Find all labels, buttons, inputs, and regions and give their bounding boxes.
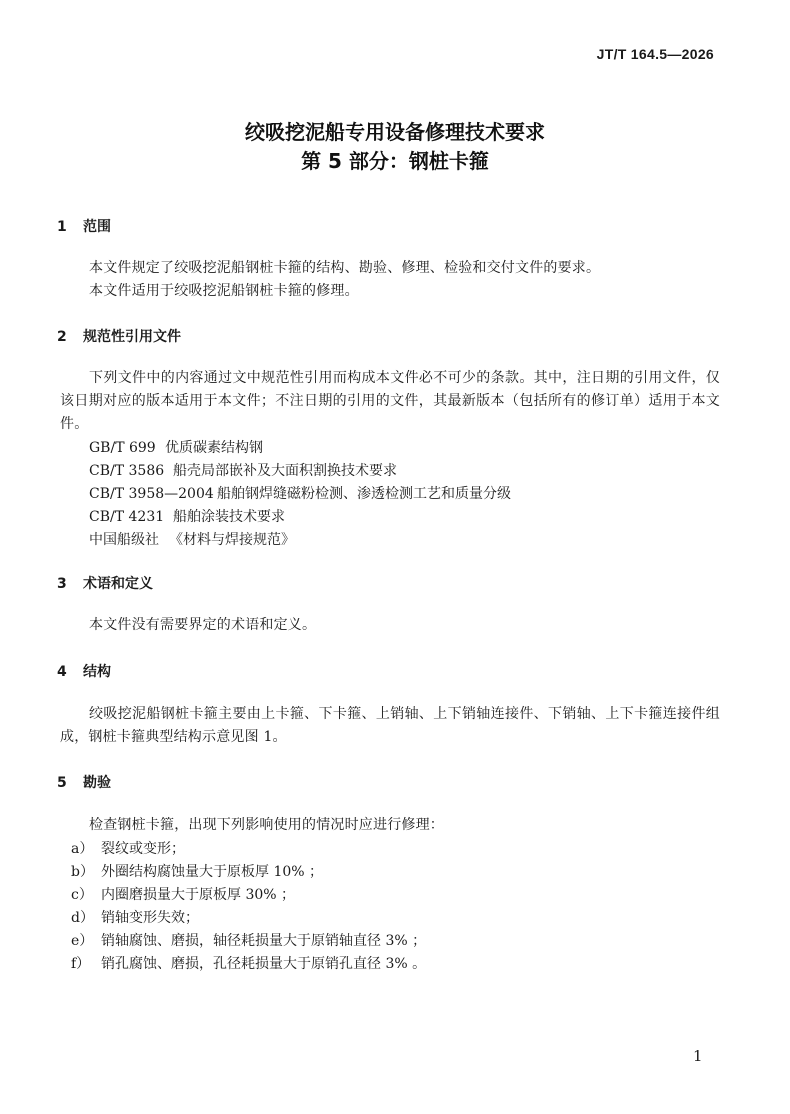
section-number: 1 (57, 219, 67, 235)
reference-title: 船舶涂装技术要求 (173, 509, 285, 525)
section-number: 5 (57, 775, 67, 791)
reference-item (89, 460, 397, 480)
section-title: 规范性引用文件 (83, 329, 181, 345)
reference-item (89, 437, 263, 457)
list-item (71, 884, 295, 904)
list-item (71, 838, 185, 858)
reference-title: 《材料与焊接规范》 (169, 532, 295, 548)
page-number: 1 (693, 1047, 703, 1065)
reference-code: GB/T 699 (89, 440, 156, 456)
section-number: 4 (57, 664, 67, 680)
section-heading-1 (57, 216, 111, 236)
list-item-marker: e） (71, 933, 94, 949)
reference-title: 优质碳素结构钢 (165, 440, 263, 456)
list-item-text: 裂纹或变形； (101, 841, 185, 857)
list-item-marker: f） (71, 956, 91, 972)
paragraph: 本文件适用于绞吸挖泥船钢桩卡箍的修理。 (89, 283, 359, 299)
section-heading-3 (57, 573, 153, 593)
list-item-text: 内圈磨损量大于原板厚 30% ； (101, 887, 296, 903)
section-title: 范围 (83, 219, 111, 235)
reference-code: 中国船级社 (89, 532, 159, 548)
paragraph: 本文件没有需要界定的术语和定义。 (89, 617, 317, 633)
list-item (71, 930, 426, 950)
section-heading-2 (57, 326, 181, 346)
reference-item (89, 529, 295, 549)
paragraph: 本文件规定了绞吸挖泥船钢桩卡箍的结构、勘验、修理、检验和交付文件的要求。 (89, 260, 601, 276)
section-title: 结构 (83, 664, 111, 680)
list-item (71, 861, 323, 881)
section-number: 2 (57, 329, 67, 345)
section-title: 术语和定义 (83, 576, 153, 592)
list-item-text: 销轴腐蚀、磨损，轴径耗损量大于原销轴直径 3% ； (101, 933, 427, 949)
list-item-text: 销孔腐蚀、磨损，孔径耗损量大于原销孔直径 3% 。 (101, 956, 427, 972)
section-heading-4 (57, 661, 111, 681)
list-item-marker: a） (71, 841, 94, 857)
standard-number: JT/T 164.5—2026 (596, 46, 714, 62)
reference-code: CB/T 4231 (89, 509, 165, 525)
section-heading-5 (57, 772, 111, 792)
document-title: 绞吸挖泥船专用设备修理技术要求 (245, 120, 545, 144)
reference-item (89, 483, 511, 503)
list-item-text: 销轴变形失效； (101, 910, 199, 926)
list-item-text: 外圈结构腐蚀量大于原板厚 10% ； (101, 864, 324, 880)
section-number: 3 (57, 576, 67, 592)
reference-code: CB/T 3586 (89, 463, 165, 479)
list-item (71, 907, 199, 927)
reference-title: 船舶钢焊缝磁粉检测、渗透检测工艺和质量分级 (217, 486, 511, 502)
reference-title: 船壳局部嵌补及大面积割换技术要求 (173, 463, 397, 479)
paragraph: 检查钢桩卡箍，出现下列影响使用的情况时应进行修理： (89, 817, 444, 833)
reference-item (89, 506, 285, 526)
reference-code: CB/T 3958—2004 (89, 486, 214, 502)
list-item-marker: b） (71, 864, 94, 880)
paragraph: 绞吸挖泥船钢桩卡箍主要由上卡箍、下卡箍、上销轴、上下销轴连接件、下销轴、上下卡箍连接件组成，钢桩卡箍典型结构示意见图 1。 (60, 706, 720, 745)
list-item-marker: c） (71, 887, 93, 903)
paragraph: 下列文件中的内容通过文中规范性引用而构成本文件必不可少的条款。其中，注日期的引用文件，仅该日期对应的版本适用于本文件；不注日期的引用的文件，其最新版本（包括所有的修订单）适用于本文件。 (60, 370, 720, 432)
list-item (71, 953, 426, 973)
section-title: 勘验 (83, 775, 111, 791)
list-item-marker: d） (71, 910, 94, 926)
document-subtitle: 第 5 部分：钢桩卡箍 (301, 149, 489, 173)
